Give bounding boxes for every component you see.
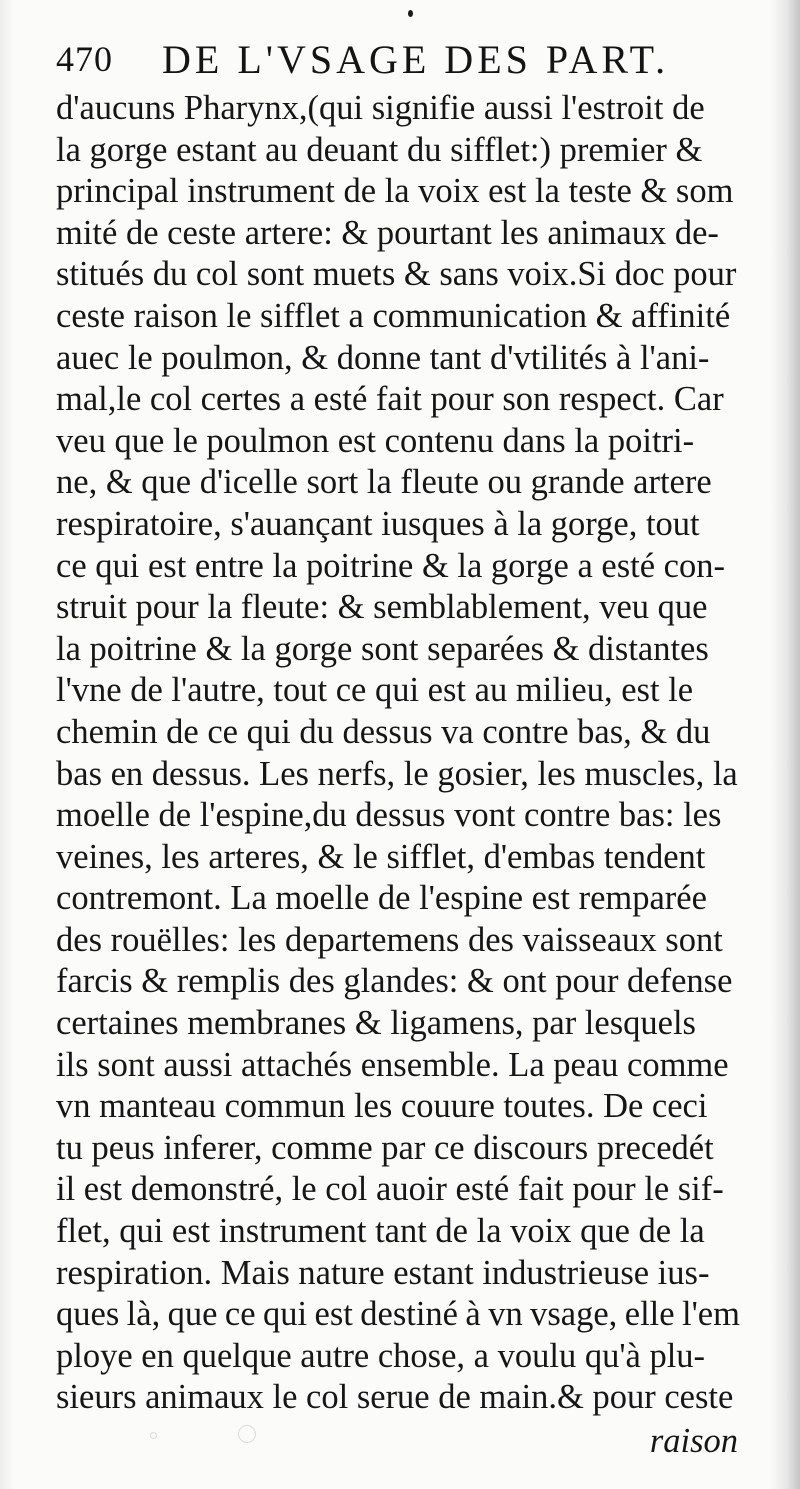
- text-line: contremont. La moelle de l'espine est remparée: [56, 879, 707, 918]
- text-line: d'aucuns Pharynx,(qui signifie aussi l'estroit de: [56, 89, 705, 127]
- text-line: mité de ceste artere: & pourtant les animaux de-: [56, 213, 719, 252]
- text-line: l'vne de l'autre, tout ce qui est au milieu, est le: [56, 671, 694, 710]
- text-line: ques là, que ce qui est destiné à vn vsage, elle l'em: [56, 1295, 740, 1334]
- gutter-shadow: [770, 0, 800, 1489]
- text-line: la poitrine & la gorge sont separées & distantes: [56, 629, 709, 668]
- page-header: [56, 36, 746, 88]
- text-line: mal,le col certes a esté fait pour son respect. Car: [56, 380, 724, 419]
- text-line: ce qui est entre la poitrine & la gorge a esté con-: [56, 546, 725, 585]
- text-line: ploye en quelque autre chose, a voulu qu'à plu-: [56, 1336, 706, 1375]
- text-line: auec le poulmon, & donne tant d'vtilités à l'ani-: [56, 338, 710, 377]
- text-line: tu peus inferer, comme par ce discours precedét: [56, 1128, 714, 1167]
- page-number: 470: [56, 39, 113, 79]
- text-line: vn manteau commun les couure toutes. De ceci: [56, 1087, 708, 1126]
- text-line: flet, qui est instrument tant de la voix que de la: [56, 1212, 705, 1251]
- text-line: stitués du col sont muets & sans voix.Si doc pour: [56, 255, 737, 294]
- text-line: veines, les arteres, & le sifflet, d'embas tendent: [56, 837, 706, 876]
- catchword: raison: [649, 1422, 738, 1460]
- text-line: chemin de ce qui du dessus va contre bas, & du: [56, 712, 711, 751]
- text-line: respiratoire, s'auançant iusques à la gorge, tout: [56, 504, 700, 543]
- text-line: respiration. Mais nature estant industrieuse ius-: [56, 1253, 710, 1292]
- ink-speck: [408, 10, 413, 17]
- text-line: la gorge estant au deuant du sifflet:) premier &: [56, 130, 703, 169]
- text-line: sieurs animaux le col serue de main.& pour ceste: [56, 1378, 734, 1417]
- paper-blemish: [238, 1425, 256, 1443]
- text-line: certaines membranes & ligamens, par lesquels: [56, 1004, 696, 1043]
- text-line: il est demonstré, le col auoir esté fait pour le sif-: [56, 1170, 724, 1209]
- body-text: [56, 88, 740, 1419]
- text-line: des rouëlles: les departemens des vaisseaux sont: [56, 920, 723, 959]
- paper-blemish: [150, 1432, 157, 1439]
- text-line: principal instrument de la voix est la teste & som: [56, 172, 734, 211]
- text-line: moelle de l'espine,du dessus vont contre bas: les: [56, 796, 722, 835]
- text-line: veu que le poulmon est contenu dans la poitri-: [56, 421, 695, 460]
- page-edge-shadow: [0, 0, 14, 1489]
- text-line: ils sont aussi attachés ensemble. La peau comme: [56, 1045, 729, 1084]
- running-head: DE L'VSAGE DES PART.: [162, 37, 670, 82]
- text-line: struit pour la fleute: & semblablement, veu que: [56, 588, 708, 627]
- text-line: bas en dessus. Les nerfs, le gosier, les muscles, la: [56, 754, 738, 793]
- text-line: ceste raison le sifflet a communication & affinité: [56, 296, 731, 335]
- text-line: farcis & remplis des glandes: & ont pour defense: [56, 962, 733, 1001]
- text-line: ne, & que d'icelle sort la fleute ou grande artere: [56, 463, 712, 502]
